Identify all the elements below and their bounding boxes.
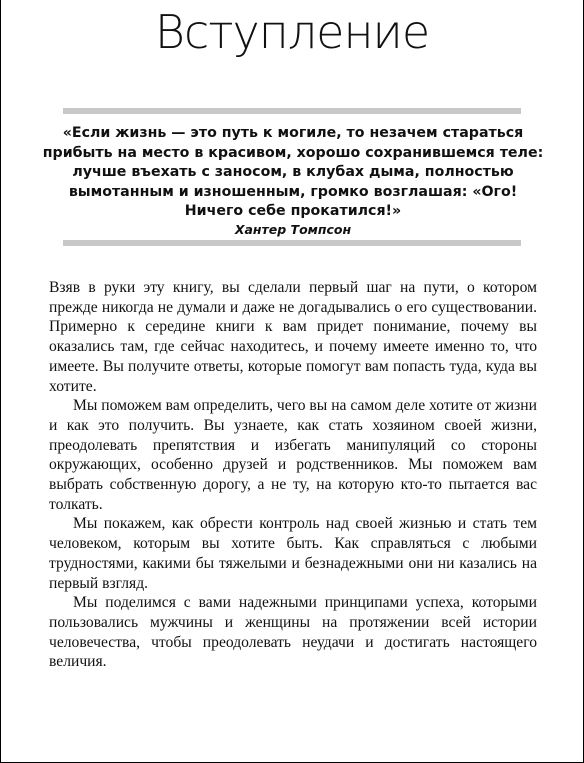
paragraph: Взяв в руки эту книгу, вы сделали первый шаг на пути, о котором прежде никогда не думали и даже не догадывались о его существовании. Примерно к середине книги к вам придет понимание, почему вы оказались там, где сейчас находитесь, и почему имеете именно то, что имеете. Вы получите ответы, которые помогут вам попасть туда, куда вы хотите. — [49, 279, 537, 395]
epigraph-author: Хантер Томпсон — [234, 222, 352, 237]
paragraph: Мы поделимся с вами надежными принципами успеха, которыми пользовались мужчины и женщины на протяжении всей истории человечества, чтобы преодолевать неудачи и достигать настоящего величия. — [49, 594, 537, 671]
epigraph-bottom-rule — [63, 240, 521, 246]
paragraph: Мы покажем, как обрести контроль над своей жизнью и стать тем человеком, которым вы хотите быть. Как справляться с любыми трудностями, какими бы тяжелыми и безнадежными они ни казались на первый взгляд. — [49, 515, 537, 592]
body-text — [49, 278, 537, 672]
paragraph: Мы поможем вам определить, чего вы на самом деле хотите от жизни и как это получить. Вы узнаете, как стать хозяином своей жизни, преодолевать препятствия и избегать манипуляций со стороны окружающих, особенно друзей и родственников. Мы поможем вам выбрать собственную дорогу, а не ту, на которую кто-то пытается вас толкать. — [49, 397, 537, 513]
epigraph-quote: «Если жизнь — это путь к могиле, то незачем стараться прибыть на место в красивом, хорошо сохранившемся теле: лучше въехать с заносом, в клубах дыма, полностью вымотанным и изношенным, громко возглашая: «Ого! Ничего себе прокатился!» — [42, 125, 544, 220]
chapter-title: Вступление — [154, 5, 430, 59]
epigraph-top-rule — [63, 108, 521, 114]
